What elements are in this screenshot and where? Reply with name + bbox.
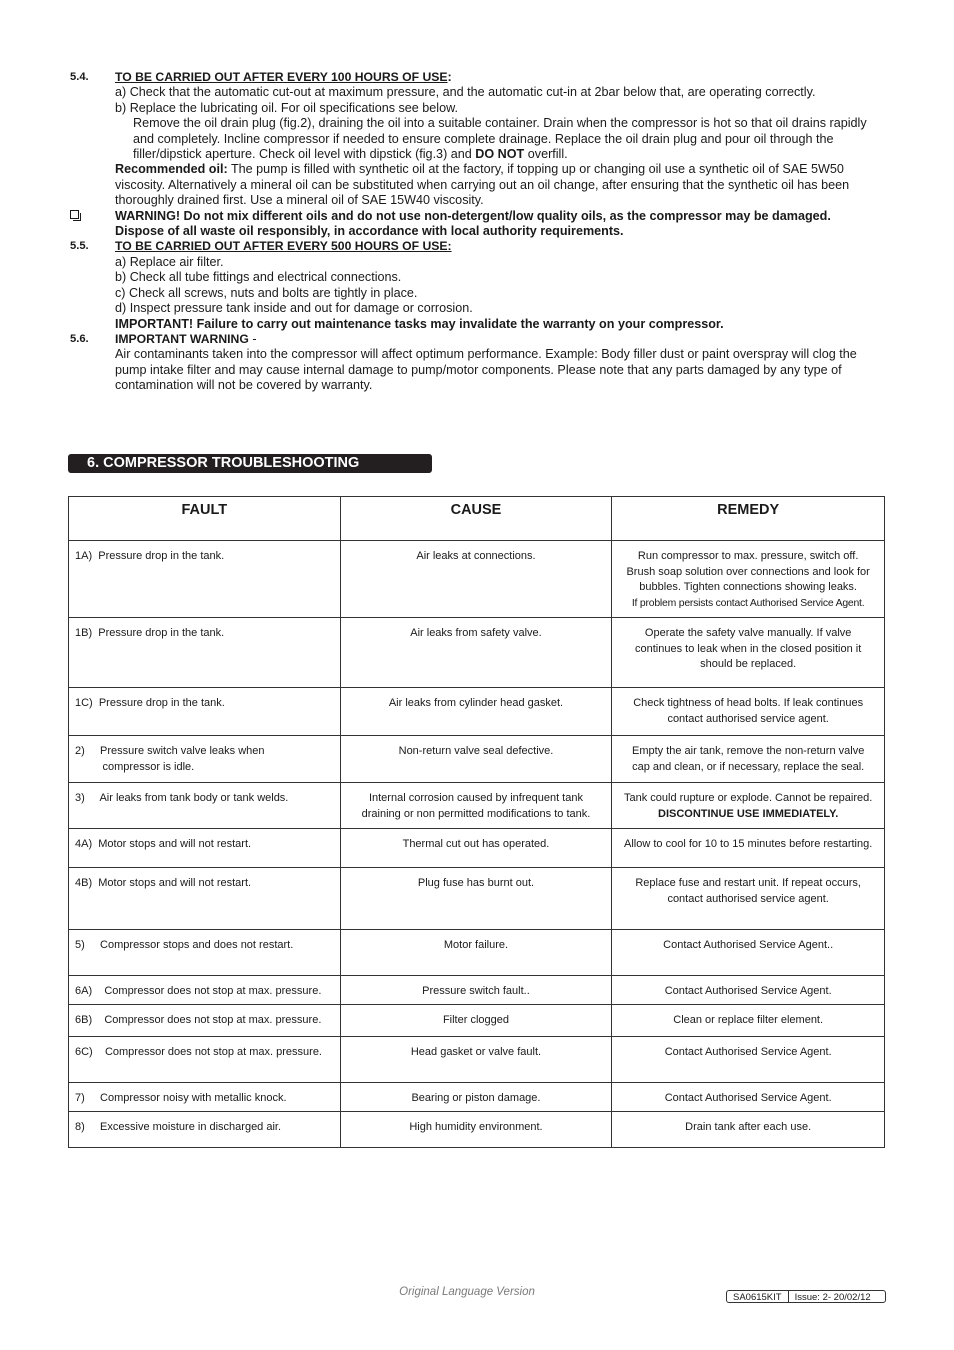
cause-cell: Air leaks at connections. xyxy=(340,541,612,618)
table-body xyxy=(69,541,885,1148)
maintenance-section xyxy=(70,70,880,394)
remedy-cell xyxy=(612,736,885,783)
remedy-cell xyxy=(612,976,885,1005)
remedy-note: If problem persists contact Authorised Service Agent. xyxy=(631,597,865,609)
do-not-emphasis: DO NOT xyxy=(475,147,525,162)
document-code-box xyxy=(726,1290,886,1303)
table-row xyxy=(69,618,885,688)
cause-column-header: CAUSE xyxy=(340,497,612,541)
cause-cell: Motor failure. xyxy=(340,930,612,976)
section-number: 5.4. xyxy=(70,71,89,83)
table-row xyxy=(69,976,885,1005)
fault-cell: 6B) Compressor does not stop at max. pressure. xyxy=(69,1005,341,1037)
cause-cell: Thermal cut out has operated. xyxy=(340,829,612,868)
remedy-cell xyxy=(612,829,885,868)
step-b-text: Remove the oil drain plug (fig.2), draining the oil into a suitable container. Drain when the compressor is hot so that oil drains rapidly and completely. Incline compressor if needed to ensure complete drainage. Replace the oil drain plug and pour oil through the filler/dipstick aperture. Check oil level with dipstick (fig.3) and xyxy=(133,116,867,162)
section-heading: IMPORTANT WARNING xyxy=(115,331,249,346)
step-b: b) Check all tube fittings and electrical connections. xyxy=(115,270,402,285)
section-5-6 xyxy=(70,332,880,347)
table-row xyxy=(69,1005,885,1037)
remedy-cell xyxy=(612,1005,885,1037)
section-number: 5.6. xyxy=(70,332,89,345)
remedy-column-header: REMEDY xyxy=(612,497,885,541)
section-number: 5.5. xyxy=(70,240,89,253)
remedy-text: Clean or replace filter element. xyxy=(673,1014,824,1026)
table-row xyxy=(69,736,885,783)
remedy-text: Check tightness of head bolts. If leak continues contact authorised service agent. xyxy=(633,697,864,725)
step-a: a) Check that the automatic cut-out at maximum pressure, and the automatic cut-in at 2bar below that, are operating correctly. xyxy=(115,85,816,100)
remedy-text: Empty the air tank, remove the non-return valve cap and clean, or if necessary, replace the seal. xyxy=(631,745,865,773)
remedy-cell xyxy=(612,688,885,736)
fault-cell: 6C) Compressor does not stop at max. pressure. xyxy=(69,1037,341,1083)
cause-cell: Plug fuse has burnt out. xyxy=(340,868,612,930)
remedy-text: Drain tank after each use. xyxy=(685,1121,812,1133)
fault-cell: 4A) Motor stops and will not restart. xyxy=(69,829,341,868)
section-5-4 xyxy=(70,70,880,85)
remedy-emphasis: DISCONTINUE USE IMMEDIATELY. xyxy=(658,807,839,820)
fault-cell: 7) Compressor noisy with metallic knock. xyxy=(69,1083,341,1112)
issue-date: Issue: 2- 20/02/12 xyxy=(794,1292,871,1303)
section-heading: TO BE CARRIED OUT AFTER EVERY 500 HOURS OF USE: xyxy=(115,239,452,254)
table-row xyxy=(69,1037,885,1083)
step-b-end: overfill. xyxy=(524,147,568,162)
dispose-oil-text: Dispose of all waste oil responsibly, in accordance with local authority requirements. xyxy=(115,224,624,239)
remedy-cell xyxy=(612,868,885,930)
heading-dash: - xyxy=(248,331,257,346)
step-c: c) Check all screws, nuts and bolts are tightly in place. xyxy=(115,285,418,300)
cause-cell: Filter clogged xyxy=(340,1005,612,1037)
cause-cell: Pressure switch fault.. xyxy=(340,976,612,1005)
cause-cell: Air leaks from cylinder head gasket. xyxy=(340,688,612,736)
fault-cell: 5) Compressor stops and does not restart. xyxy=(69,930,341,976)
contamination-text: Air contaminants taken into the compressor will affect optimum performance. Example: Body filler dust or paint overspray will clog the pump intake filter and may cause internal damage to pump/motor components. Please note that any parts damaged by any type of contamination will not be covered by warranty. xyxy=(115,347,857,393)
table-row xyxy=(69,541,885,618)
remedy-text: Contact Authorised Service Agent.. xyxy=(663,939,834,951)
troubleshooting-table xyxy=(68,496,885,1148)
remedy-cell xyxy=(612,930,885,976)
warning-box-icon xyxy=(70,210,79,219)
remedy-text: Contact Authorised Service Agent. xyxy=(664,985,832,997)
model-number: SA0615KIT xyxy=(733,1292,782,1303)
step-a: a) Replace air filter. xyxy=(115,254,224,269)
remedy-text: Contact Authorised Service Agent. xyxy=(664,1046,832,1058)
remedy-text: Replace fuse and restart unit. If repeat occurs, contact authorised service agent. xyxy=(635,877,861,905)
fault-column-header: FAULT xyxy=(69,497,341,541)
table-row xyxy=(69,868,885,930)
table-row xyxy=(69,1112,885,1148)
table-row xyxy=(69,783,885,829)
recommended-oil-text: The pump is filled with synthetic oil at the factory, if topping up or changing oil use a synthetic oil of SAE 5W50 viscosity. Alternatively a mineral oil can be substituted when carrying out an oil change, after ensuring that the synthetic oil has been thoroughly drained first. Use a mineral oil of SAE 15W40 viscosity. xyxy=(115,162,850,208)
fault-cell: 1B) Pressure drop in the tank. xyxy=(69,618,341,688)
step-b: b) Replace the lubricating oil. For oil specifications see below. xyxy=(115,100,459,115)
fault-cell: 4B) Motor stops and will not restart. xyxy=(69,868,341,930)
remedy-cell xyxy=(612,1037,885,1083)
fault-cell: 1C) Pressure drop in the tank. xyxy=(69,688,341,736)
oil-warning xyxy=(70,209,880,224)
table-row xyxy=(69,829,885,868)
table-row xyxy=(69,688,885,736)
table-row xyxy=(69,1083,885,1112)
step-d: d) Inspect pressure tank inside and out for damage or corrosion. xyxy=(115,301,473,316)
warning-text: WARNING! Do not mix different oils and do not use non-detergent/low quality oils, as the compressor may be damaged. xyxy=(115,208,831,223)
section-6-title: 6. COMPRESSOR TROUBLESHOOTING xyxy=(68,454,432,473)
cause-cell: Air leaks from safety valve. xyxy=(340,618,612,688)
cause-cell: Internal corrosion caused by infrequent tank draining or non permitted modifications to tank. xyxy=(340,783,612,829)
heading-colon: : xyxy=(447,70,452,84)
cause-cell: Head gasket or valve fault. xyxy=(340,1037,612,1083)
remedy-cell xyxy=(612,541,885,618)
important-warranty: IMPORTANT! Failure to carry out maintenance tasks may invalidate the warranty on your compressor. xyxy=(115,316,724,331)
cause-cell: Non-return valve seal defective. xyxy=(340,736,612,783)
fault-cell: 1A) Pressure drop in the tank. xyxy=(69,541,341,618)
fault-cell: 2) Pressure switch valve leaks when compressor is idle. xyxy=(69,736,341,783)
remedy-cell xyxy=(612,783,885,829)
cause-cell: Bearing or piston damage. xyxy=(340,1083,612,1112)
remedy-cell xyxy=(612,1083,885,1112)
cause-cell: High humidity environment. xyxy=(340,1112,612,1148)
recommended-oil-label: Recommended oil: xyxy=(115,162,228,177)
step-b-detail xyxy=(133,116,880,162)
original-language-note: Original Language Version xyxy=(399,1286,535,1298)
remedy-text: Operate the safety valve manually. If valve continues to leak when in the closed position it should be replaced. xyxy=(635,627,862,670)
remedy-cell xyxy=(612,1112,885,1148)
section-heading: TO BE CARRIED OUT AFTER EVERY 100 HOURS OF USE xyxy=(115,70,448,84)
recommended-oil xyxy=(115,162,880,208)
fault-cell: 8) Excessive moisture in discharged air. xyxy=(69,1112,341,1148)
remedy-text: Contact Authorised Service Agent. xyxy=(664,1092,832,1104)
remedy-text: Run compressor to max. pressure, switch off. Brush soap solution over connections and look for bubbles. Tighten connections showing leaks. xyxy=(626,550,870,593)
table-header-row xyxy=(69,497,885,541)
fault-cell: 6A) Compressor does not stop at max. pressure. xyxy=(69,976,341,1005)
fault-cell: 3) Air leaks from tank body or tank welds. xyxy=(69,783,341,829)
table-row xyxy=(69,930,885,976)
remedy-cell xyxy=(612,618,885,688)
remedy-text: Tank could rupture or explode. Cannot be repaired. xyxy=(624,792,873,804)
section-5-5 xyxy=(70,239,880,254)
remedy-text: Allow to cool for 10 to 15 minutes before restarting. xyxy=(624,838,873,850)
